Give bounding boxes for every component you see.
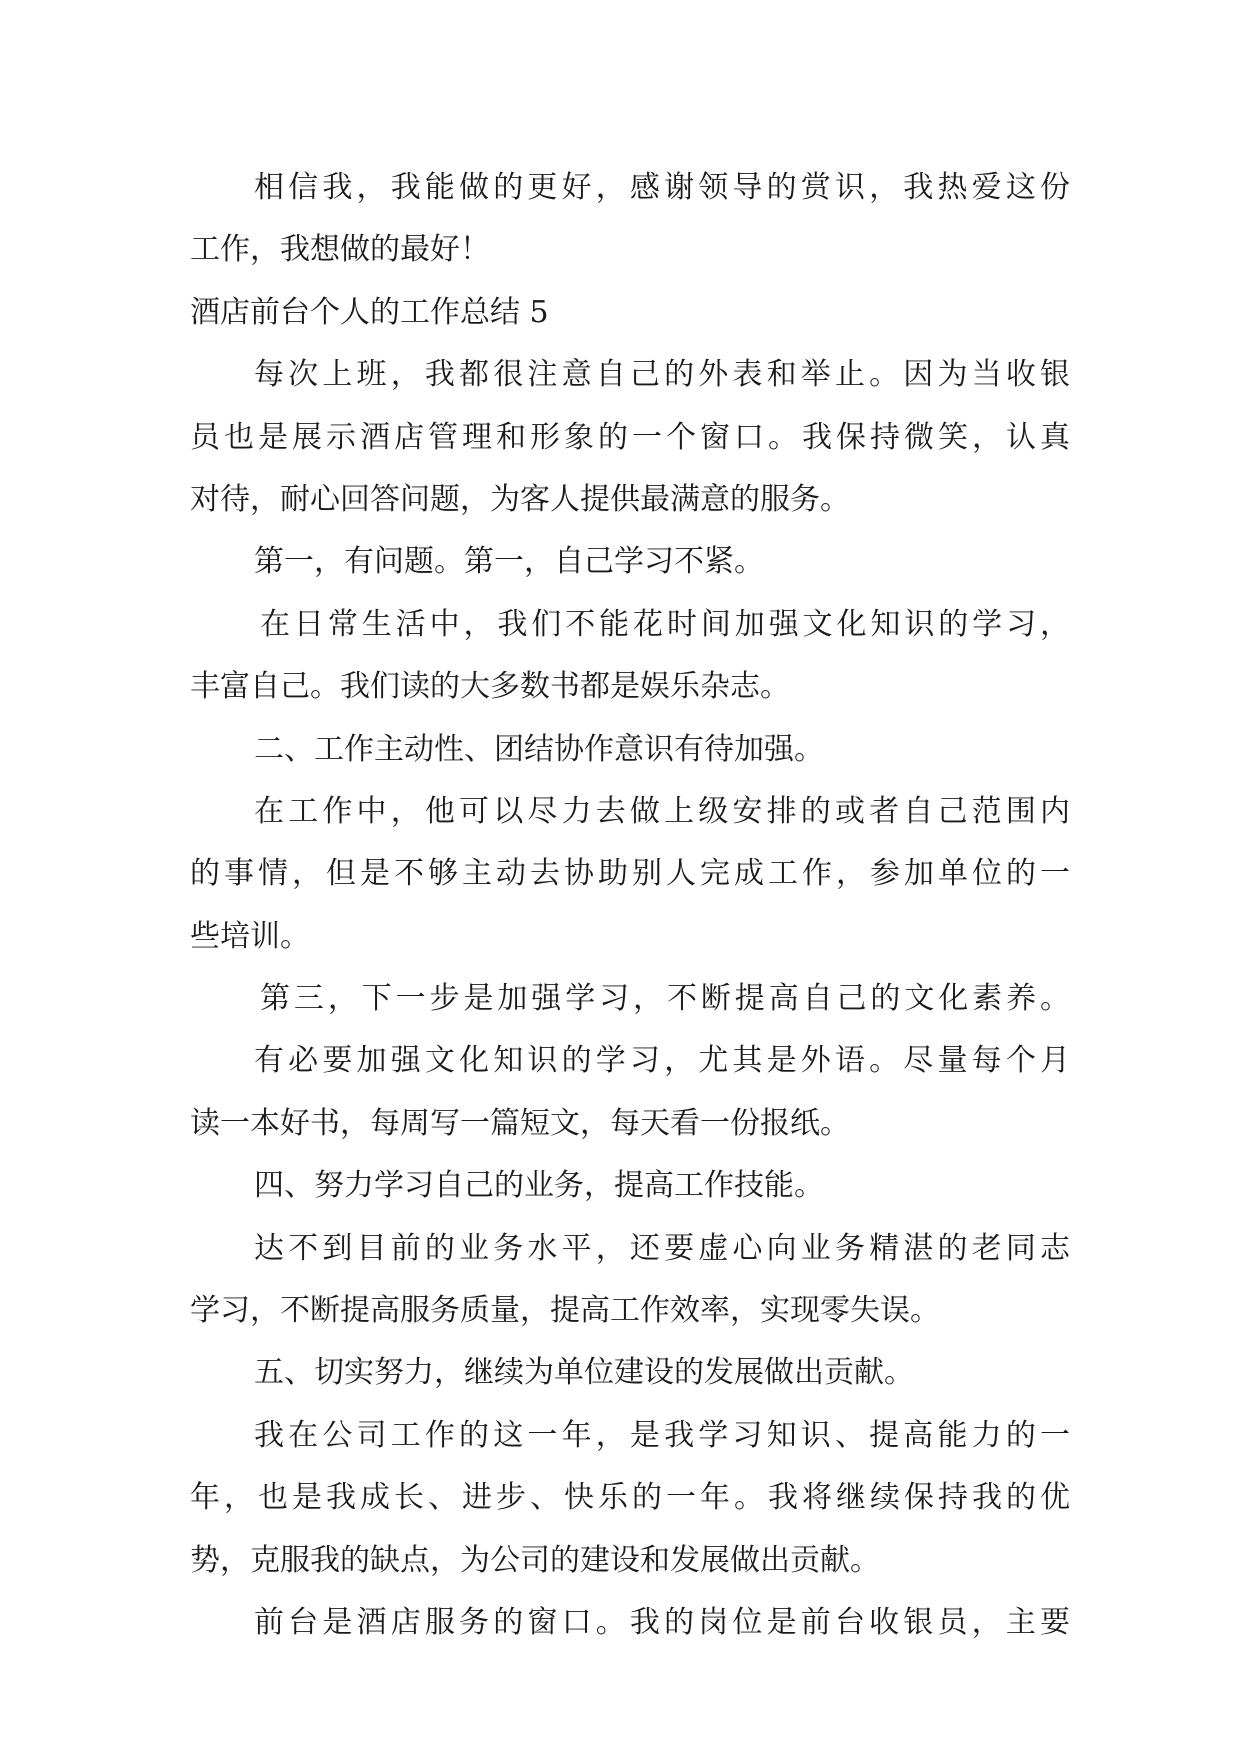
paragraph-line: 工作，我想做的最好！ bbox=[190, 232, 490, 268]
section-title: 酒店前台个人的工作总结 5 bbox=[190, 294, 549, 330]
paragraph-line: 的事情，但是不够主动去协助别人完成工作，参加单位的一 bbox=[190, 856, 1070, 892]
document-body bbox=[190, 157, 1070, 1654]
paragraph-line: 有必要加强文化知识的学习，尤其是外语。尽量每个月 bbox=[254, 1043, 1070, 1079]
paragraph-line: 二、工作主动性、团结协作意识有待加强。 bbox=[254, 731, 824, 767]
paragraph-line: 前台是酒店服务的窗口。我的岗位是前台收银员，主要 bbox=[254, 1604, 1070, 1640]
paragraph-line: 读一本好书，每周写一篇短文，每天看一份报纸。 bbox=[190, 1105, 850, 1141]
paragraph-line: 势，克服我的缺点，为公司的建设和发展做出贡献。 bbox=[190, 1542, 880, 1578]
paragraph-line: 我在公司工作的这一年，是我学习知识、提高能力的一 bbox=[254, 1417, 1070, 1453]
paragraph-line: 些培训。 bbox=[190, 918, 310, 954]
paragraph-line: 在工作中，他可以尽力去做上级安排的或者自己范围内 bbox=[254, 793, 1070, 829]
paragraph-line: 每次上班，我都很注意自己的外表和举止。因为当收银 bbox=[254, 357, 1070, 393]
paragraph-line: 五、切实努力，继续为单位建设的发展做出贡献。 bbox=[254, 1355, 914, 1391]
paragraph-line: 在日常生活中，我们不能花时间加强文化知识的学习， bbox=[260, 606, 1070, 642]
paragraph-line: 第三，下一步是加强学习，不断提高自己的文化素养。 bbox=[260, 981, 1070, 1017]
paragraph-line: 员也是展示酒店管理和形象的一个窗口。我保持微笑，认真 bbox=[190, 419, 1070, 455]
paragraph-line: 第一，有问题。第一，自己学习不紧。 bbox=[254, 544, 764, 580]
paragraph-line: 丰富自己。我们读的大多数书都是娱乐杂志。 bbox=[190, 669, 790, 705]
paragraph-line: 相信我，我能做的更好，感谢领导的赏识，我热爱这份 bbox=[254, 170, 1070, 205]
paragraph-line: 年，也是我成长、进步、快乐的一年。我将继续保持我的优 bbox=[190, 1480, 1070, 1516]
paragraph-line: 学习，不断提高服务质量，提高工作效率，实现零失误。 bbox=[190, 1293, 940, 1329]
paragraph-line: 对待，耐心回答问题，为客人提供最满意的服务。 bbox=[190, 481, 850, 517]
paragraph-line: 达不到目前的业务水平，还要虚心向业务精湛的老同志 bbox=[254, 1230, 1070, 1266]
paragraph-line: 四、努力学习自己的业务，提高工作技能。 bbox=[254, 1168, 824, 1204]
